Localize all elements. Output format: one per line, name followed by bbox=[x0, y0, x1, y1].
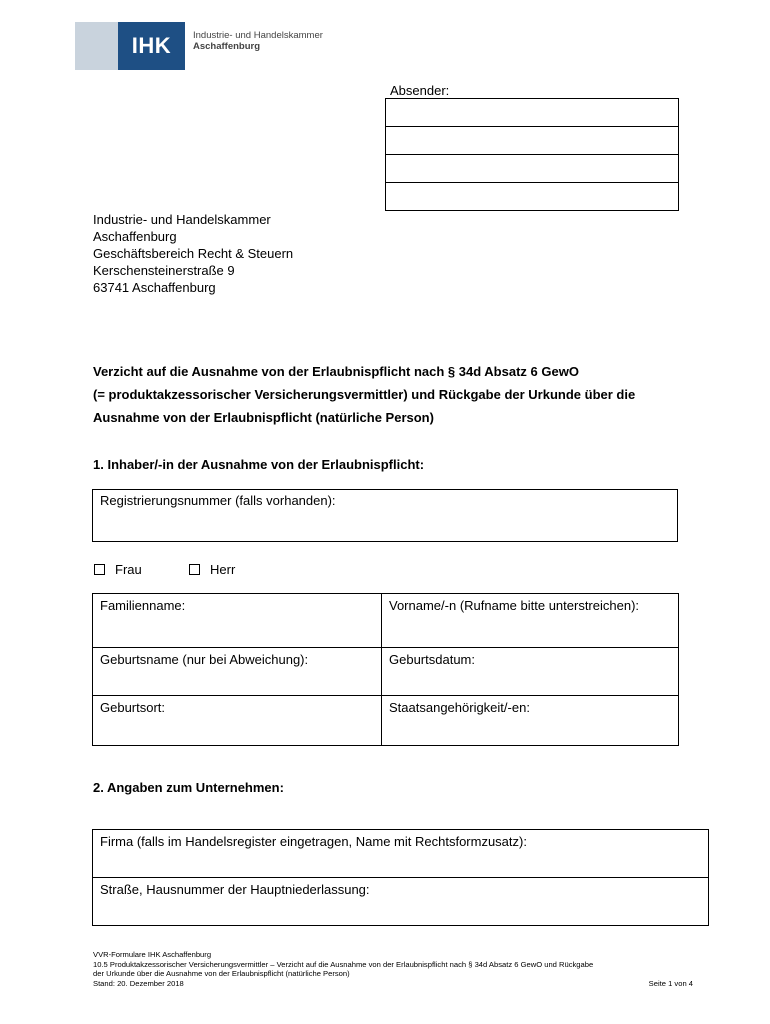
familienname-field[interactable] bbox=[93, 594, 382, 648]
checkbox-frau-label: Frau bbox=[115, 562, 142, 577]
firma-label: Firma (falls im Handelsregister eingetragen, Name mit Rechtsformzusatz): bbox=[100, 834, 527, 849]
sender-line-1[interactable] bbox=[386, 99, 679, 127]
strasse-field[interactable] bbox=[93, 878, 709, 926]
checkbox-herr-label: Herr bbox=[210, 562, 236, 577]
address-line: Industrie- und Handelskammer bbox=[93, 212, 271, 227]
geburtsort-field[interactable] bbox=[93, 696, 382, 746]
sender-label: Absender: bbox=[390, 83, 450, 98]
logo-line-1: Industrie- und Handelskammer bbox=[193, 30, 323, 41]
checkbox-frau[interactable] bbox=[94, 562, 142, 577]
address-line: 63741 Aschaffenburg bbox=[93, 280, 216, 295]
footer-line-2: 10.5 Produktakzessorischer Versicherungsvermittler – Verzicht auf die Ausnahme von der Erlaubnispflicht nach § 34d Absatz 6 GewO und Rückgabe bbox=[93, 959, 594, 969]
geburtsort-label: Geburtsort: bbox=[100, 700, 166, 715]
section-2-heading: 2. Angaben zum Unternehmen: bbox=[93, 780, 284, 795]
footer-line-1: VVR-Formulare IHK Aschaffenburg bbox=[93, 950, 212, 959]
page-footer bbox=[93, 950, 693, 988]
registration-number-label: Registrierungsnummer (falls vorhanden): bbox=[100, 493, 336, 508]
staatsangehoerigkeit-field[interactable] bbox=[382, 696, 679, 746]
vorname-field[interactable] bbox=[382, 594, 679, 648]
section-1-heading: 1. Inhaber/-in der Ausnahme von der Erlaubnispflicht: bbox=[93, 457, 425, 472]
footer-stand: Stand: 20. Dezember 2018 bbox=[93, 978, 184, 988]
company-data-grid bbox=[92, 829, 709, 926]
logo-line-2: Aschaffenburg bbox=[193, 41, 261, 52]
geburtsdatum-field[interactable] bbox=[382, 648, 679, 696]
title-line: Verzicht auf die Ausnahme von der Erlaubnispflicht nach § 34d Absatz 6 GewO bbox=[93, 364, 579, 379]
geburtsname-field[interactable] bbox=[93, 648, 382, 696]
sender-line-2[interactable] bbox=[386, 127, 679, 155]
vorname-label: Vorname/-n (Rufname bitte unterstreichen): bbox=[389, 598, 640, 613]
firma-field[interactable] bbox=[93, 830, 709, 878]
title-line: (= produktakzessorischer Versicherungsvermittler) und Rückgabe der Urkunde über die bbox=[93, 387, 636, 402]
address-line: Kerschensteinerstraße 9 bbox=[93, 263, 235, 278]
registration-number-field[interactable] bbox=[92, 489, 678, 542]
ihk-logo-mark: IHK bbox=[131, 33, 172, 58]
personal-data-grid bbox=[92, 593, 679, 746]
document-title bbox=[93, 360, 693, 429]
checkbox-icon[interactable] bbox=[94, 564, 105, 575]
staatsangehoerigkeit-label: Staatsangehörigkeit/-en: bbox=[389, 700, 530, 715]
checkbox-herr[interactable] bbox=[189, 562, 235, 577]
geburtsdatum-label: Geburtsdatum: bbox=[389, 652, 475, 667]
sender-fields bbox=[385, 98, 679, 211]
address-line: Aschaffenburg bbox=[93, 229, 177, 244]
footer-line-3: der Urkunde über die Ausnahme von der Erlaubnispflicht (natürliche Person) bbox=[93, 969, 350, 978]
strasse-label: Straße, Hausnummer der Hauptniederlassung: bbox=[100, 882, 370, 897]
address-line: Geschäftsbereich Recht & Steuern bbox=[93, 246, 294, 261]
sender-line-3[interactable] bbox=[386, 155, 679, 183]
geburtsname-label: Geburtsname (nur bei Abweichung): bbox=[100, 652, 309, 667]
recipient-address bbox=[93, 211, 293, 296]
checkbox-icon[interactable] bbox=[189, 564, 200, 575]
footer-page-number: Seite 1 von 4 bbox=[648, 978, 693, 988]
title-line: Ausnahme von der Erlaubnispflicht (natürliche Person) bbox=[93, 410, 434, 425]
sender-line-4[interactable] bbox=[386, 183, 679, 211]
familienname-label: Familienname: bbox=[100, 598, 186, 613]
